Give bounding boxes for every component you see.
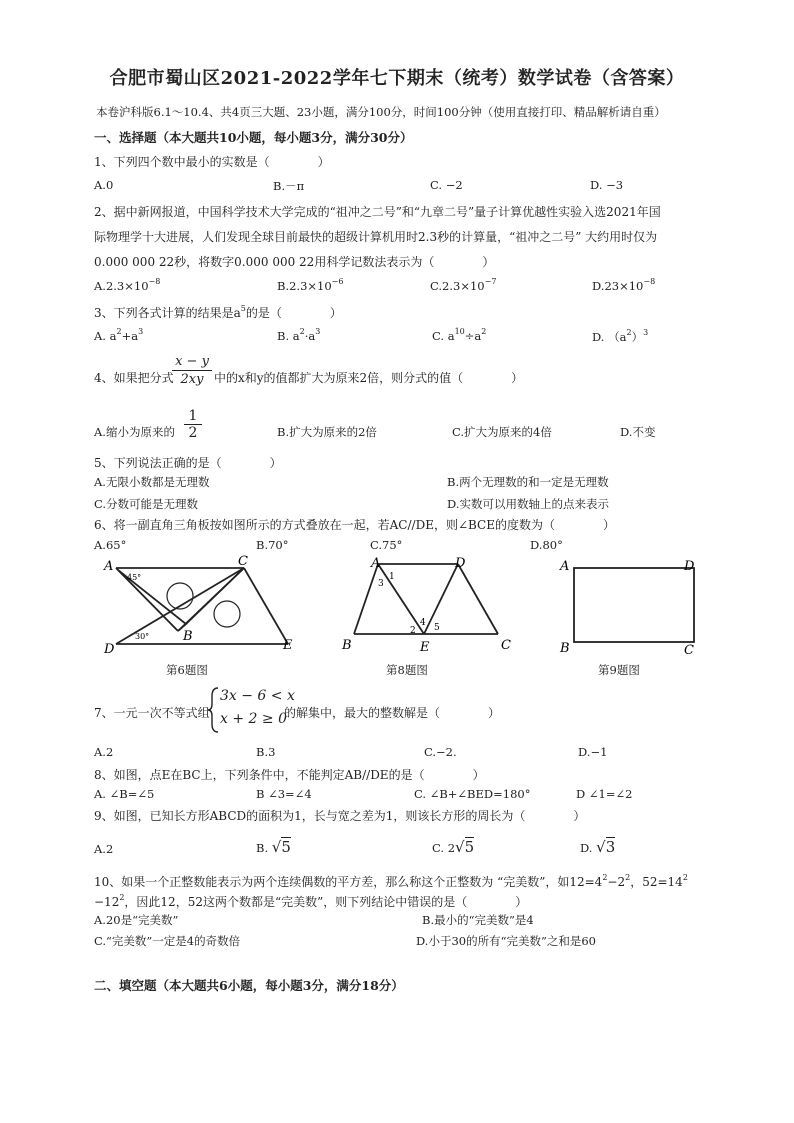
q2-option-b: $B.2.3\times 10^{-6}$ xyxy=(277,277,344,293)
figure-6 xyxy=(98,552,306,660)
q2-option-a: $A.2.3\times 10^{-8}$ xyxy=(94,277,161,293)
q8-stem: 8、如图，点E在BC上，下列条件中，不能判定AB//DE的是（ ） xyxy=(94,768,485,782)
figure-8 xyxy=(338,552,518,660)
fig6-angle-45: 45° xyxy=(127,573,142,582)
q8-option-d: D ∠1=∠2 xyxy=(576,787,633,801)
q5-stem: 5、下列说法正确的是（ ） xyxy=(94,456,282,470)
q4-fraction xyxy=(172,354,212,387)
q4-fraction-numerator: x − y xyxy=(172,354,212,371)
q4-option-b: B.扩大为原来的2倍 xyxy=(277,425,377,439)
fig6-label-d: D xyxy=(104,642,115,657)
fig9-label-c: C xyxy=(684,643,694,658)
q1-option-a: A.0 xyxy=(94,178,114,192)
q3-option-a: A. $a^2+a^3$ xyxy=(94,327,144,343)
q2-line1: 2、据中新网报道，中国科学技术大学完成的“祖冲之二号”和“九章二号”量子计算优越性实验入选2021年国 xyxy=(94,205,661,219)
fig6-label-a: A xyxy=(104,559,114,574)
q7-option-d: D.−1 xyxy=(578,745,608,759)
fig9-label-b: B xyxy=(560,641,570,656)
q4-half-denominator: 2 xyxy=(188,425,198,441)
fig9-label-a: A xyxy=(560,559,570,574)
q9-option-b: B. √5 xyxy=(256,838,291,856)
fig9-label-d: D xyxy=(684,559,695,574)
q7-option-a: A.2 xyxy=(94,745,114,759)
q7-brace xyxy=(206,686,220,734)
q7-option-b: B.3 xyxy=(256,745,276,759)
figure-9 xyxy=(554,552,714,660)
q5-option-b: B.两个无理数的和一定是无理数 xyxy=(447,475,609,489)
q10-option-a: A.20是“完美数” xyxy=(94,913,179,927)
fig8-label-c: C xyxy=(501,638,511,653)
q8-option-b: B ∠3=∠4 xyxy=(256,787,312,801)
q3-option-b: B. $a^2\cdot a^3$ xyxy=(277,327,321,343)
q10-option-d: D.小于30的所有“完美数”之和是60 xyxy=(416,934,596,948)
figure-9-caption: 第9题图 xyxy=(598,663,640,677)
fig8-angle-3: 3 xyxy=(378,579,384,589)
q6-option-c: C.75° xyxy=(370,538,403,552)
q4-stem-post: 中的x和y的值都扩大为原来2倍，则分式的值（ ） xyxy=(214,371,524,385)
section-2-heading: 二、填空题（本大题共6小题，每小题3分，满分18分） xyxy=(94,978,404,993)
q6-option-b: B.70° xyxy=(256,538,289,552)
q4-option-a-fraction xyxy=(184,408,202,441)
fig8-angle-1: 1 xyxy=(389,572,395,582)
fig8-angle-2: 2 xyxy=(410,626,416,636)
q2-option-d: $D.23\times 10^{-8}$ xyxy=(592,277,656,293)
fig8-label-e: E xyxy=(420,640,430,655)
q7-inequality-1: 3x − 6 < x xyxy=(220,688,295,704)
figure-8-caption: 第8题图 xyxy=(386,663,428,677)
q9-option-a: A.2 xyxy=(94,842,114,856)
q1-stem: 1、下列四个数中最小的实数是（ ） xyxy=(94,155,330,169)
q5-option-c: C.分数可能是无理数 xyxy=(94,497,199,511)
fig8-label-b: B xyxy=(342,638,352,653)
fig6-label-c: C xyxy=(238,554,248,569)
q7-stem-pre: 7、一元一次不等式组 xyxy=(94,706,210,720)
q10-line1: 10、如果一个正整数能表示为两个连续偶数的平方差，那么称这个正整数为 “完美数”，如$12=4^2-2^2$，$52=14^2$ xyxy=(94,873,688,889)
q6-option-d: D.80° xyxy=(530,538,563,552)
q6-option-a: A.65° xyxy=(94,538,127,552)
q7-inequality-2: x + 2 ≥ 0 xyxy=(220,711,287,727)
q1-option-b: B.－π xyxy=(273,179,305,193)
q5-option-d: D.实数可以用数轴上的点来表示 xyxy=(447,497,609,511)
q10-line2: $-12^2$，因此12，52这两个数都是“完美数”，则下列结论中错误的是（ ） xyxy=(94,893,528,909)
q4-half-numerator: 1 xyxy=(184,408,202,425)
q2-line3: 0.000 000 22秒，将数字0.000 000 22用科学记数法表示为（ ） xyxy=(94,255,495,269)
fig6-label-e: E xyxy=(283,638,293,653)
q8-option-a: A. ∠B=∠5 xyxy=(94,787,155,801)
q3-option-c: C. $a^{10}\div a^2$ xyxy=(432,327,487,343)
q1-option-c: C. −2 xyxy=(430,178,463,192)
q8-option-c: C. ∠B+∠BED=180° xyxy=(414,787,531,801)
fig6-angle-30: 30° xyxy=(135,632,150,641)
fig8-label-d: D xyxy=(455,556,466,571)
q4-option-a: A.缩小为原来的 xyxy=(94,425,175,439)
fig8-angle-4: 4 xyxy=(420,618,426,628)
q1-option-d: D. −3 xyxy=(590,178,624,192)
q3-stem: 3、下列各式计算的结果是$a^5$的是（ ） xyxy=(94,304,342,320)
q4-option-d: D.不变 xyxy=(620,425,656,439)
q10-option-b: B.最小的“完美数”是4 xyxy=(422,913,534,927)
q4-stem-pre: 4、如果把分式 xyxy=(94,371,174,385)
fig6-label-b: B xyxy=(183,629,193,644)
fig8-label-a: A xyxy=(371,556,381,571)
section-1-heading: 一、选择题（本大题共10小题，每小题3分，满分30分） xyxy=(94,130,413,145)
intro-note: 本卷沪科版6.1～10.4、共4页三大题、23小题，满分100分，时间100分钟（使用直接打印、精品解析请自重） xyxy=(96,105,666,119)
figure-6-caption: 第6题图 xyxy=(166,663,208,677)
q2-line2: 际物理学十大进展，人们发现全球目前最快的超级计算机用时2.3秒的计算量，“祖冲之二号” 大约用时仅为 xyxy=(94,230,658,244)
q6-stem: 6、将一副直角三角板按如图所示的方式叠放在一起，若AC//DE，则∠BCE的度数为（ ） xyxy=(94,518,615,532)
q9-option-d: D. √3 xyxy=(580,838,616,856)
page-title: 合肥市蜀山区2021-2022学年七下期末（统考）数学试卷（含答案） xyxy=(109,68,685,89)
q4-fraction-denominator: 2xy xyxy=(180,372,204,387)
fig8-angle-5: 5 xyxy=(434,623,440,633)
q2-option-c: $C.2.3\times 10^{-7}$ xyxy=(430,277,497,293)
q5-option-a: A.无限小数都是无理数 xyxy=(94,475,210,489)
q9-stem: 9、如图，已知长方形ABCD的面积为1，长与宽之差为1，则该长方形的周长为（ ） xyxy=(94,809,586,823)
q4-option-c: C.扩大为原来的4倍 xyxy=(452,425,552,439)
q9-option-c: C. 2√5 xyxy=(432,838,475,856)
q7-option-c: C.−2. xyxy=(424,745,457,759)
q3-option-d: D. $(a^2)^3$ xyxy=(592,328,649,344)
q10-option-c: C.“完美数”一定是4的奇数倍 xyxy=(94,934,241,948)
q7-stem-post: 的解集中，最大的整数解是（ ） xyxy=(284,706,501,720)
